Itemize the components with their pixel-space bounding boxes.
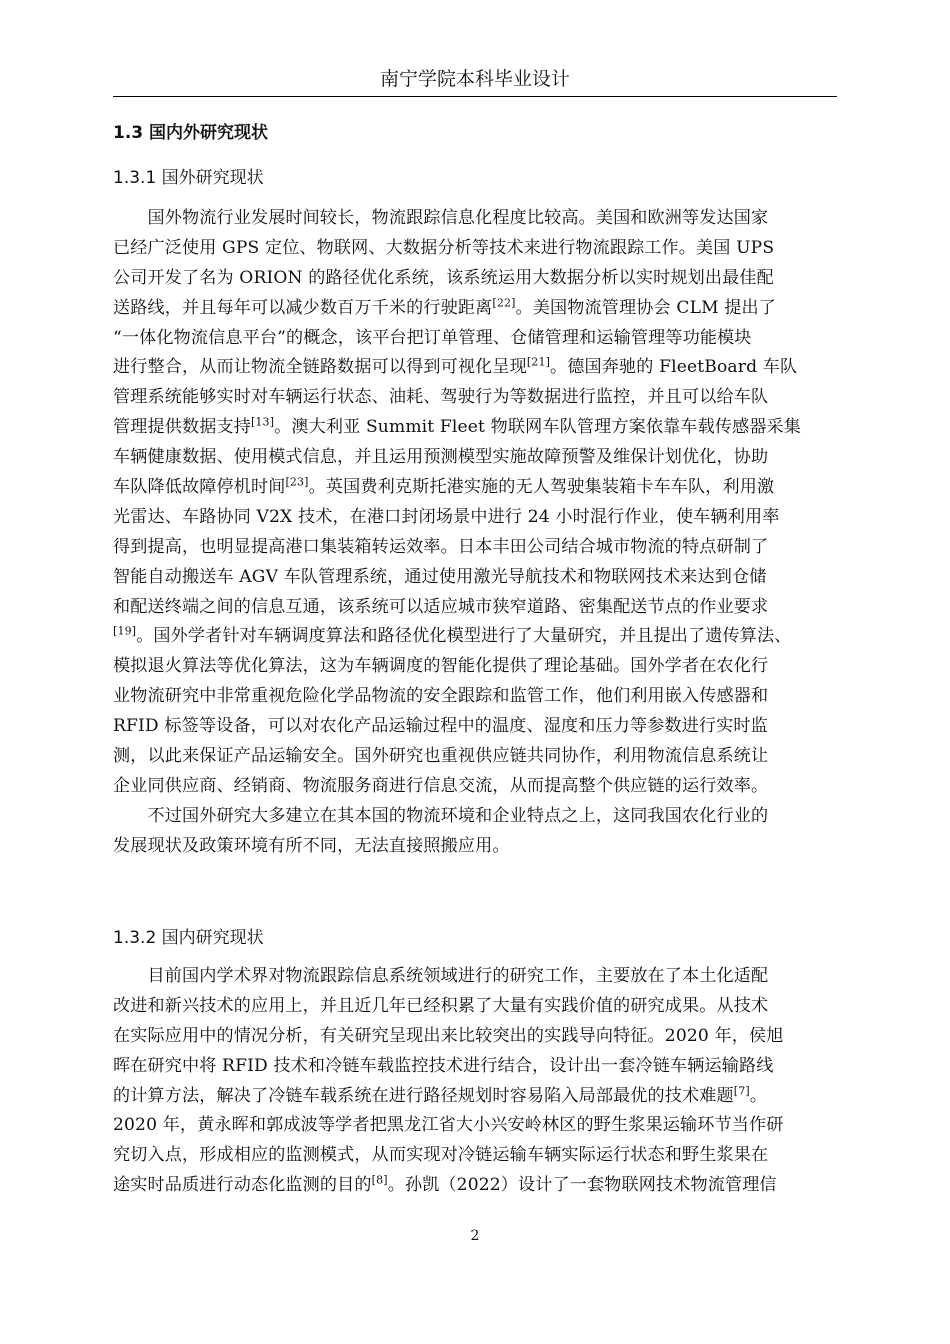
text-line: 途实时品质进行动态化监测的目的[8]。孙凯（2022）设计了一套物联网技术物流管理信: [113, 1173, 777, 1196]
text-line: 在实际应用中的情况分析，有关研究呈现出来比较突出的实践导向特征。2020 年，侯旭: [113, 1025, 784, 1046]
text-line: 改进和新兴技术的应用上，并且近几年已经积累了大量有实践价值的研究成果。从技术: [113, 995, 769, 1016]
citation-ref: [23]: [285, 475, 309, 489]
text-line: 的计算方法，解决了冷链车载系统在进行路径规划时容易陷入局部最优的技术难题[7]。: [113, 1083, 768, 1106]
text-line: 智能自动搬送车 AGV 车队管理系统，通过使用激光导航技术和物联网技术来达到仓储: [113, 566, 767, 587]
page-number: 2: [470, 1228, 480, 1244]
text-line: 公司开发了名为 ORION 的路径优化系统，该系统运用大数据分析以实时规划出最佳配: [113, 267, 774, 288]
text-line: 管理提供数据支持[13]。澳大利亚 Summit Fleet 物联网车队管理方案依靠车载传感器采集: [113, 415, 802, 438]
subsection-heading-domestic: 1.3.2 国内研究现状: [113, 928, 264, 948]
citation-ref: [7]: [733, 1083, 750, 1097]
text-line: 发展现状及政策环境有所不同，无法直接照搬应用。: [113, 835, 510, 856]
text-line: 2020 年，黄永晖和郭成波等学者把黑龙江省大小兴安岭林区的野生浆果运输环节当作研: [113, 1115, 784, 1136]
text-line: 国外物流行业发展时间较长，物流跟踪信息化程度比较高。美国和欧洲等发达国家: [113, 208, 769, 228]
section-heading: 1.3 国内外研究现状: [113, 123, 269, 143]
text-line: 管理系统能够实时对车辆运行状态、油耗、驾驶行为等数据进行监控，并且可以给车队: [113, 387, 769, 408]
text-line: 已经广泛使用 GPS 定位、物联网、大数据分析等技术来进行物流跟踪工作。美国 UPS: [113, 237, 775, 258]
citation-ref: [19]: [113, 624, 137, 638]
text-line: 光雷达、车路协同 V2X 技术，在港口封闭场景中进行 24 小时混行作业，使车辆利用率: [113, 506, 780, 527]
text-line: 业物流研究中非常重视危险化学品物流的安全跟踪和监管工作，他们利用嵌入传感器和: [113, 686, 769, 707]
paragraph-foreign-research: [113, 204, 837, 862]
citation-ref: [13]: [250, 415, 275, 429]
text-line: 进行整合，从而让物流全链路数据可以得到可视化呈现[21]。德国奔驰的 FleetBoard 车队: [113, 355, 798, 378]
subsection-heading-foreign: 1.3.1 国外研究现状: [113, 168, 264, 188]
text-line: 得到提高，也明显提高港口集装箱转运效率。日本丰田公司结合城市物流的特点研制了: [113, 536, 769, 557]
text-line: 测，以此来保证产品运输安全。国外研究也重视供应链共同协作，利用物流信息系统让: [113, 746, 769, 767]
citation-ref: [21]: [526, 355, 551, 369]
text-line: 和配送终端之间的信息互通，该系统可以适应城市狭窄道路、密集配送节点的作业要求: [113, 596, 769, 617]
text-line: RFID 标签等设备，可以对农化产品运输过程中的温度、湿度和压力等参数进行实时监: [113, 716, 768, 737]
citation-ref: [22]: [492, 295, 516, 309]
text-line: 车辆健康数据、使用模式信息，并且运用预测模型实施故障预警及维保计划优化，协助: [113, 447, 769, 468]
text-line: 晖在研究中将 RFID 技术和冷链车载监控技术进行结合，设计出一套冷链车辆运输路线: [113, 1055, 774, 1076]
text-line: “一体化物流信息平台”的概念，该平台把订单管理、仓储管理和运输管理等功能模块: [113, 327, 752, 348]
text-line: 不过国外研究大多建立在其本国的物流环境和企业特点之上，这同我国农化行业的: [113, 805, 769, 826]
text-line: 目前国内学术界对物流跟踪信息系统领域进行的研究工作，主要放在了本土化适配: [113, 966, 769, 986]
text-line: 车队降低故障停机时间[23]。英国费利克斯托港实施的无人驾驶集装箱卡车车队，利用激: [113, 475, 775, 498]
text-line: 模拟退火算法等优化算法，这为车辆调度的智能化提供了理论基础。国外学者在农化行: [113, 656, 769, 677]
header-divider: [113, 96, 837, 97]
citation-ref: [8]: [371, 1173, 388, 1187]
page-header: 南宁学院本科毕业设计: [379, 68, 570, 90]
text-line: 企业同供应商、经销商、物流服务商进行信息交流，从而提高整个供应链的运行效率。: [113, 775, 769, 796]
text-line: 送路线，并且每年可以减少数百万千米的行驶距离[22]。美国物流管理协会 CLM 提出了: [113, 295, 777, 318]
text-line: 究切入点，形成相应的监测模式，从而实现对冷链运输车辆实际运行状态和野生浆果在: [113, 1145, 769, 1166]
text-line: [19]。国外学者针对车辆调度算法和路径优化模型进行了大量研究，并且提出了遗传算法、: [113, 624, 792, 647]
paragraph-domestic-research: [113, 962, 837, 1201]
